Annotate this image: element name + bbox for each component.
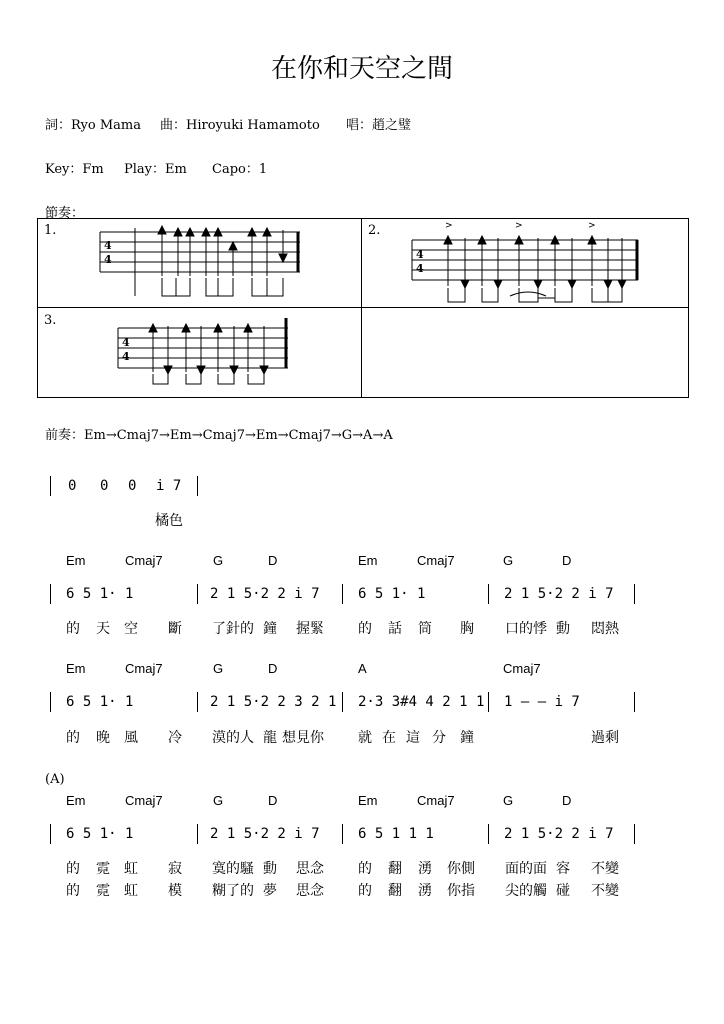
lyric: 斷 (168, 621, 182, 637)
lyric: 就 (358, 730, 372, 746)
chord: Cmaj7 (503, 661, 541, 676)
lyric: 湧 (418, 883, 432, 899)
lyric: 漠的人 (212, 730, 254, 746)
lyric: 龍 (263, 730, 277, 746)
svg-text:>: > (445, 221, 453, 231)
chord: Cmaj7 (417, 793, 455, 808)
lyric: 寂 (168, 861, 182, 877)
measure: 2 1 5·2 2 i̇ 7 (504, 826, 614, 842)
lyric: 翻 (388, 861, 402, 877)
lyric: 你側 (447, 861, 475, 877)
play-label: Play：Em (124, 162, 187, 177)
lyric: 面的面 (505, 861, 547, 877)
svg-text:4: 4 (416, 248, 424, 261)
lyric: 的 (66, 883, 80, 899)
pickup-note-3: 0 (128, 478, 137, 494)
lyric: 空 (124, 621, 138, 637)
lyric: 想見你 (282, 730, 324, 746)
pickup-note-2: 0 (100, 478, 109, 494)
chord: D (268, 793, 278, 808)
chord: Cmaj7 (125, 661, 163, 676)
lyric: 在 (382, 730, 396, 746)
measure: 2 1 5·2 2 3 2 1 (210, 694, 337, 710)
lyric: 鐘 (460, 730, 474, 746)
chord: A (358, 661, 367, 676)
chord: Em (358, 793, 378, 808)
key-label: Key：Fm (45, 162, 104, 177)
lyric: 虹 (124, 861, 138, 877)
song-title: 在你和天空之間 (270, 54, 453, 84)
svg-text:4: 4 (104, 239, 112, 252)
lyric: 握緊 (296, 621, 324, 637)
lyric: 思念 (296, 861, 324, 877)
composer: 曲：Hiroyuki Hamamoto (160, 118, 320, 133)
lyric: 鐘 (263, 621, 277, 637)
chord: Em (66, 661, 86, 676)
lyric: 動 (263, 861, 277, 877)
lyric: 的 (358, 621, 372, 637)
svg-text:>: > (515, 221, 523, 231)
lyric: 悶熱 (591, 621, 619, 637)
lyric: 的 (358, 883, 372, 899)
lyric: 你指 (447, 883, 475, 899)
lyric: 糊了的 (212, 883, 254, 899)
chord: D (562, 553, 572, 568)
measure: 1 – – i̇ 7 (504, 694, 580, 710)
lyric: 霓 (96, 861, 110, 877)
lyric: 口的悸 (505, 621, 547, 637)
lyric: 的 (358, 861, 372, 877)
lyric: 天 (96, 621, 110, 637)
rhythm-cell-2-label: 2. (368, 223, 381, 238)
measure: 2·3 3#4 4 2 1 1 (358, 694, 485, 710)
lyric: 的 (66, 621, 80, 637)
pickup-note-1: 0 (68, 478, 77, 494)
rhythm-label: 節奏： (45, 206, 85, 221)
chord: G (503, 553, 514, 568)
lyric: 不變 (591, 883, 619, 899)
chord: D (268, 661, 278, 676)
lyric: 這 (406, 730, 420, 746)
measure: 2 1 5·2 2 i̇ 7 (210, 826, 320, 842)
chord: Em (358, 553, 378, 568)
chord: G (213, 553, 224, 568)
lyric: 風 (124, 730, 138, 746)
svg-text:4: 4 (104, 253, 112, 266)
svg-text:4: 4 (122, 336, 130, 349)
lyric: 的 (66, 861, 80, 877)
rhythm-pattern-3 (118, 318, 288, 384)
lyric: 寞的騷 (212, 861, 254, 877)
lyric: 話 (388, 621, 402, 637)
measure: 6 5 1· 1 (358, 586, 426, 602)
pickup-lyric: 橘色 (155, 513, 183, 529)
lyric: 容 (556, 861, 570, 877)
lyric: 了針的 (212, 621, 254, 637)
measure: 6 5 1· 1 (66, 586, 134, 602)
lyric: 冷 (168, 730, 182, 746)
chord: D (562, 793, 572, 808)
chord: D (268, 553, 278, 568)
chord: G (213, 793, 224, 808)
measure: 6 5 1· 1 (66, 826, 134, 842)
lyric: 的 (66, 730, 80, 746)
lyric: 胸 (460, 621, 474, 637)
chord: G (213, 661, 224, 676)
svg-text:4: 4 (416, 262, 424, 275)
lyric: 筒 (418, 621, 432, 637)
lyric: 動 (556, 621, 570, 637)
measure: 2 1 5·2 2 i̇ 7 (504, 586, 614, 602)
intro-progression: 前奏：Em→Cmaj7→Em→Cmaj7→Em→Cmaj7→G→A→A (45, 428, 393, 443)
svg-text:4: 4 (122, 350, 130, 363)
singer: 唱：趙之璧 (346, 118, 412, 133)
chord: Cmaj7 (125, 793, 163, 808)
rhythm-cell-3-label: 3. (44, 313, 57, 328)
lyric: 翻 (388, 883, 402, 899)
lyric: 霓 (96, 883, 110, 899)
svg-text:>: > (588, 221, 596, 231)
lyric: 思念 (296, 883, 324, 899)
lyric: 夢 (263, 883, 277, 899)
rhythm-pattern-2 (412, 221, 638, 302)
chord: Em (66, 553, 86, 568)
chord: G (503, 793, 514, 808)
measure: 6 5 1 1 1 (358, 826, 434, 842)
lyric: 不變 (591, 861, 619, 877)
lyric: 過剩 (591, 730, 619, 746)
lyric: 湧 (418, 861, 432, 877)
lyric: 碰 (556, 883, 570, 899)
lyric: 虹 (124, 883, 138, 899)
lyric: 分 (432, 730, 446, 746)
lyric: 晚 (96, 730, 110, 746)
chord: Em (66, 793, 86, 808)
capo-label: Capo：1 (212, 162, 268, 177)
lyricist: 詞：Ryo Mama (45, 118, 142, 133)
rhythm-cell-1-label: 1. (44, 223, 57, 238)
measure: 6 5 1· 1 (66, 694, 134, 710)
lyric: 模 (168, 883, 182, 899)
section-a-label: (A) (45, 772, 65, 787)
measure: 2 1 5·2 2 i̇ 7 (210, 586, 320, 602)
lyric: 尖的觸 (505, 883, 547, 899)
chord: Cmaj7 (417, 553, 455, 568)
pickup-note-4: i̇ 7 (156, 478, 182, 494)
chord: Cmaj7 (125, 553, 163, 568)
rhythm-pattern-1 (100, 226, 300, 296)
